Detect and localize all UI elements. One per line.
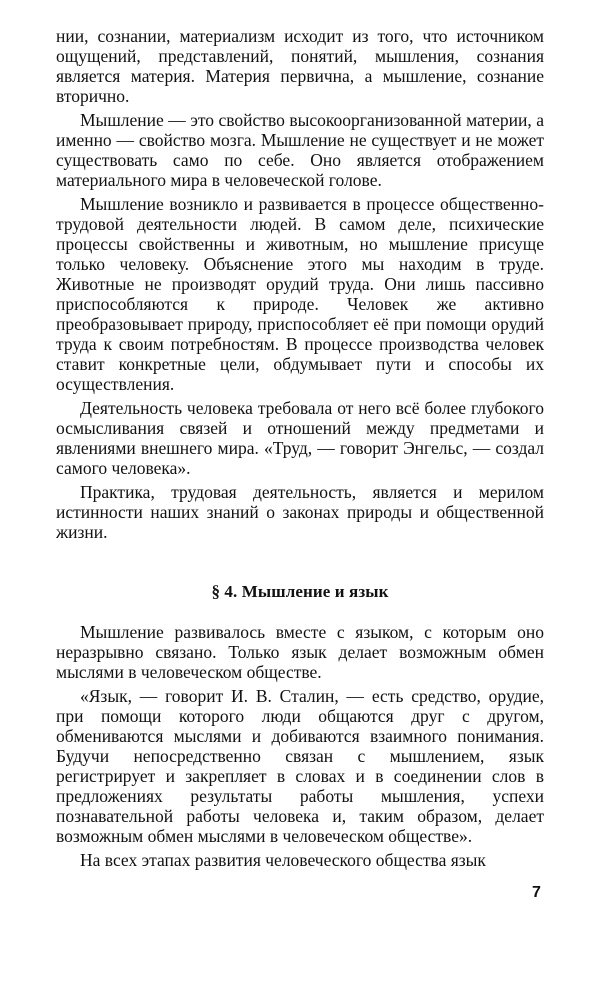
section-heading: § 4. Мышление и язык	[211, 582, 389, 601]
book-page	[56, 26, 544, 870]
paragraph-thinking-origin: Мышление возникло и развивается в процессе общественно-трудовой деятельности людей. В самом деле, психические процессы свойственны и животным, но мышление присуще только человеку. Объяснение этого мы находим в труде. Животные не производят орудий труда. Они лишь пассивно приспособляются к природе. Человек же активно преобразовывает природу, приспособляет её при помощи орудий труда к своим потребностям. В процессе производства человек ставит конкретные цели, обдумывает пути и способы их осуществления.	[56, 194, 544, 394]
paragraph-all-stages: На всех этапах развития человеческого общества язык	[80, 850, 486, 870]
paragraph-human-activity: Деятельность человека требовала от него всё более глубокого осмысливания связей и отношений между предметами и явлениями внешнего мира. «Труд, — говорит Энгельс, — создал самого человека».	[56, 398, 544, 478]
paragraph-practice: Практика, трудовая деятельность, является и мерилом истинности наших знаний о законах природы и общественной жизни.	[56, 482, 544, 542]
paragraph-thinking-language: Мышление развивалось вместе с языком, с которым оно неразрывно связано. Только язык делает возможным обмен мыслями в человеческом обществе.	[56, 622, 544, 682]
page-number: 7	[532, 884, 541, 901]
paragraph-stalin-quote: «Язык, — говорит И. В. Сталин, — есть средство, орудие, при помощи которого люди общаются друг с другом, обмениваются мыслями и добиваются взаимного понимания. Будучи непосредственно связан с мышлением, язык регистрирует и закрепляет в словах и в соединении слов в предложениях результаты работы мышления, успехи познавательной работы человека и, таким образом, делает возможным обмен мыслями в человеческом обществе».	[56, 686, 544, 846]
paragraph-thinking-property: Мышление — это свойство высокоорганизованной материи, а именно — свойство мозга. Мышление не существует и не может существовать само по себе. Оно является отображением материального мира в человеческой голове.	[56, 110, 544, 190]
paragraph-continuation: нии, сознании, материализм исходит из того, что источником ощущений, представлений, понятий, мышления, сознания является материя. Материя первична, а мышление, сознание вторично.	[56, 26, 544, 106]
